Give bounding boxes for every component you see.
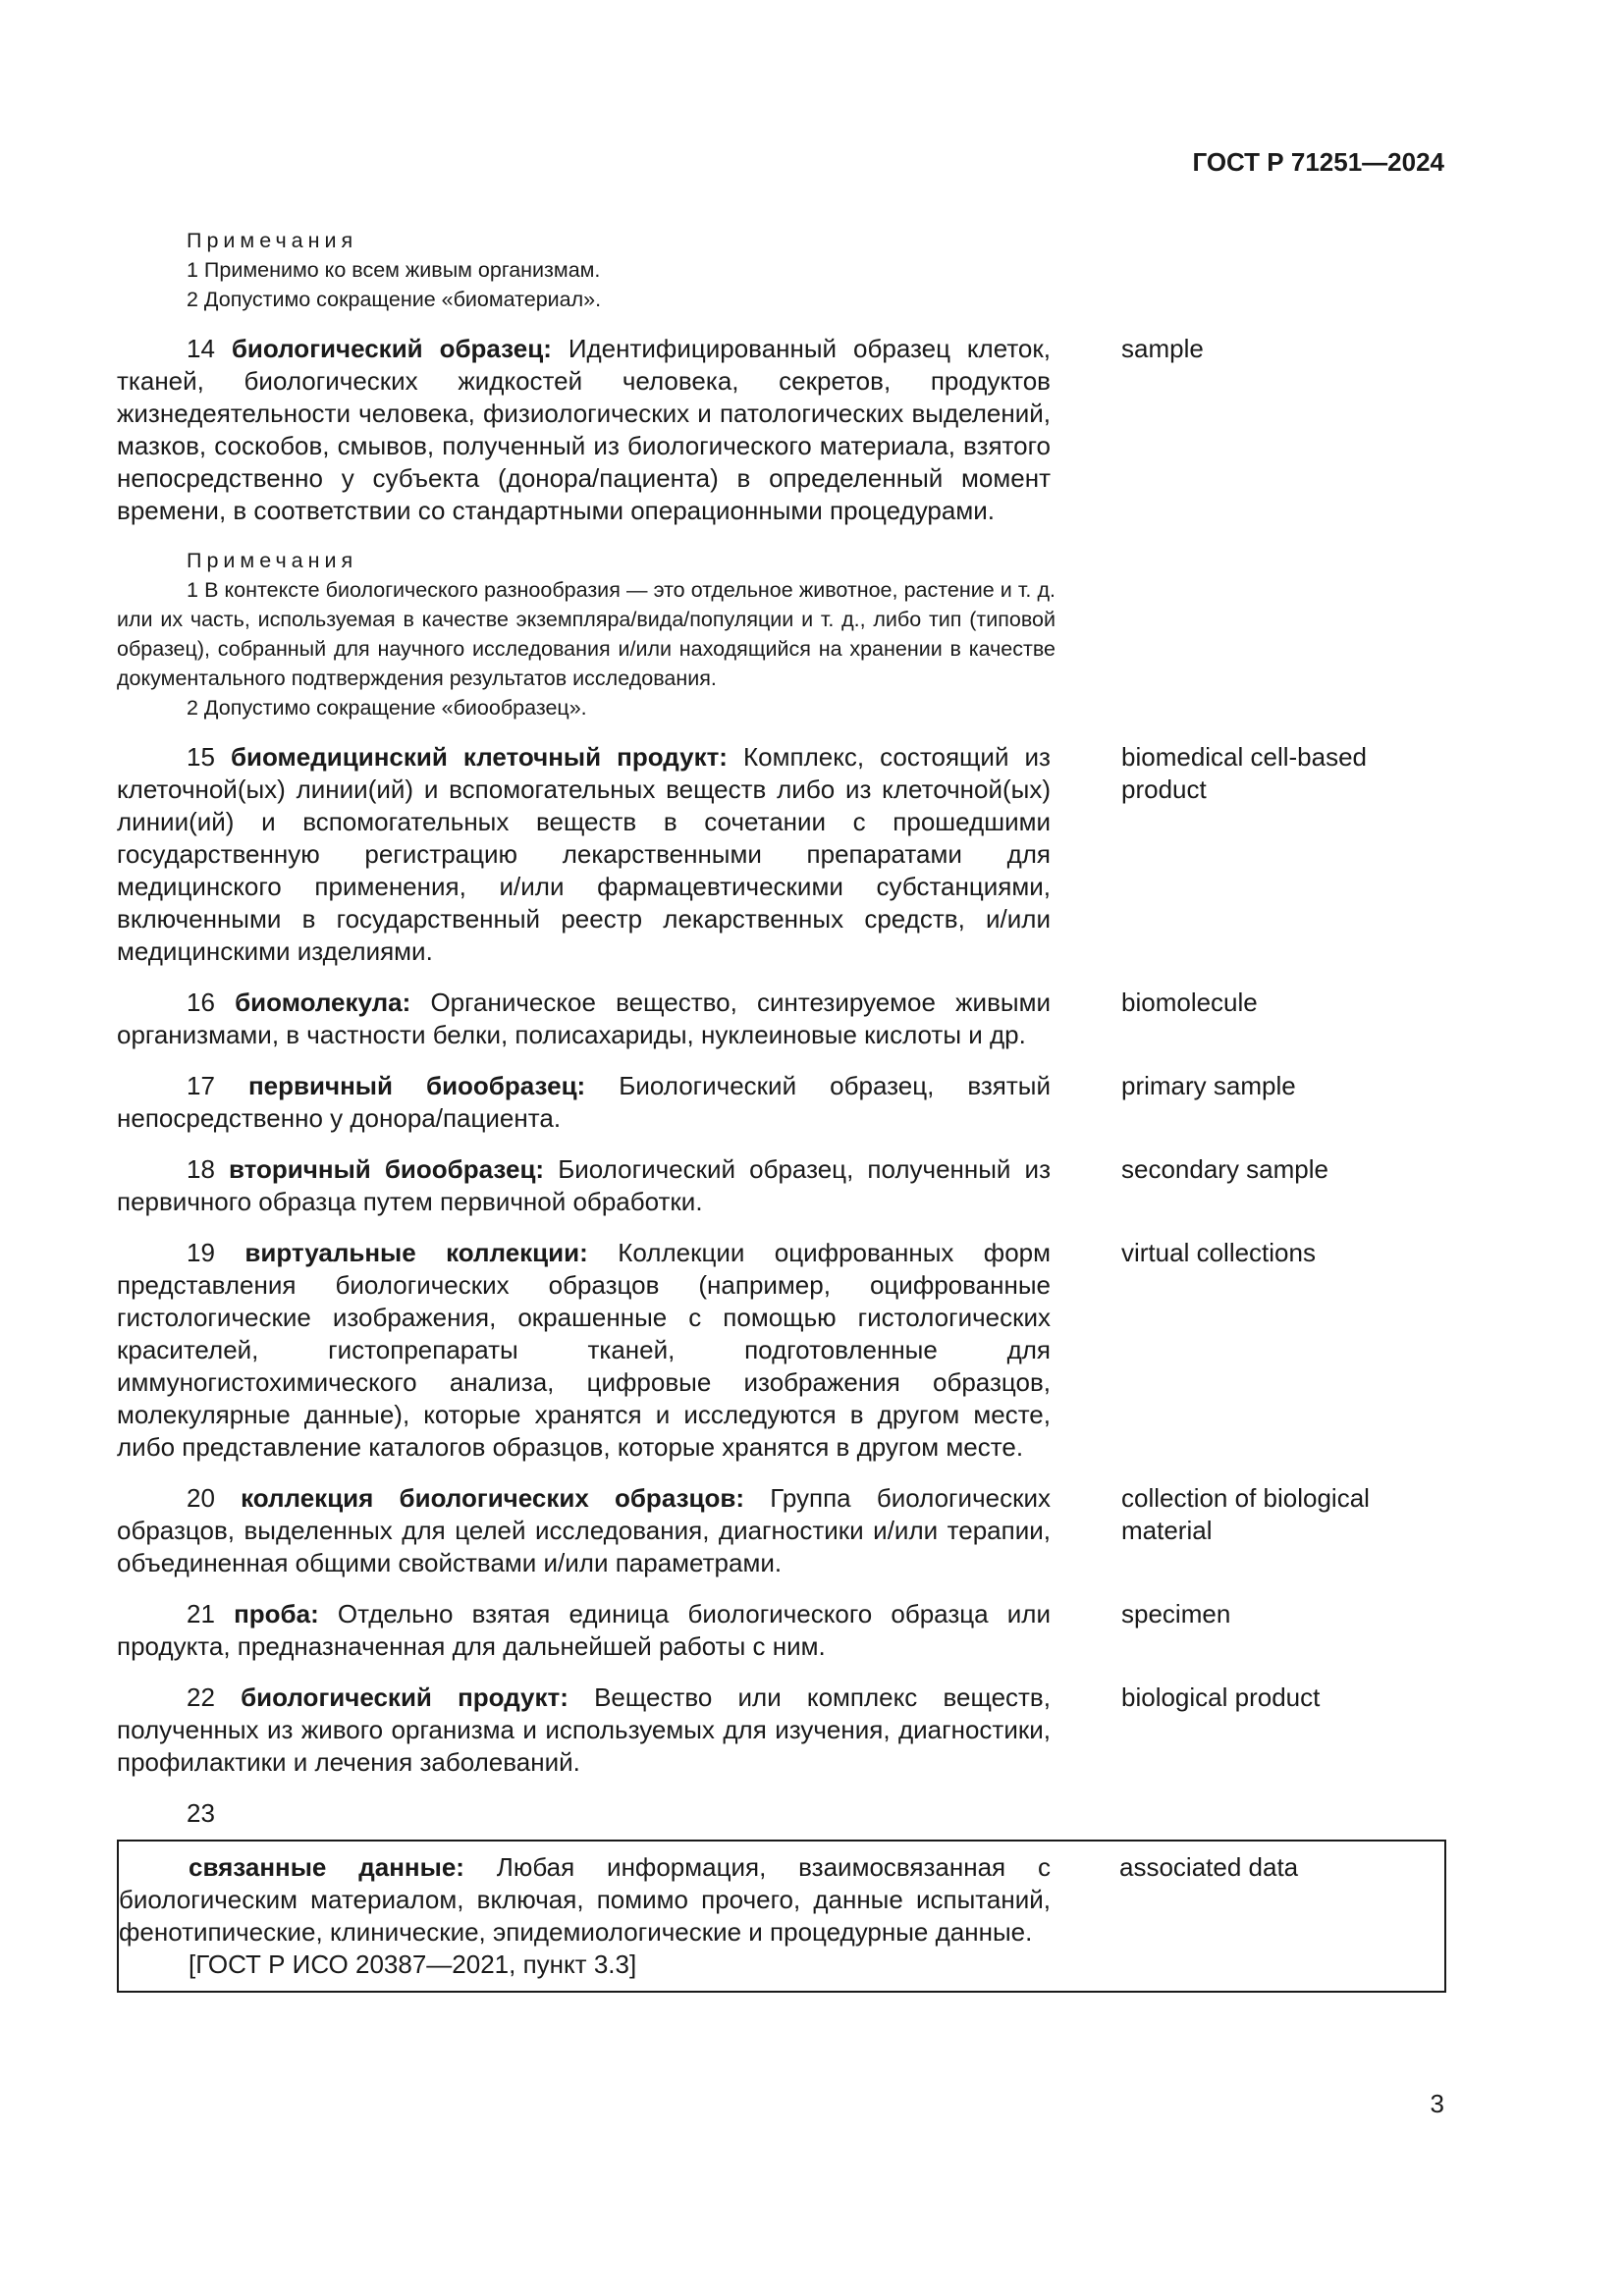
note-heading: Примечания xyxy=(187,229,358,252)
term-definition xyxy=(119,1851,1051,1949)
note-heading: Примечания xyxy=(187,549,358,572)
english-term: biomolecule xyxy=(1121,988,1258,1017)
english-term: specimen xyxy=(1121,1599,1231,1629)
definition-text: Любая информация, взаимосвязанная с биологическим материалом, включая, помимо прочего, данные испытаний, фенотипические, клинические, эпидемиологические и процедурные данные. xyxy=(119,1852,1051,1947)
term-name: коллекция биологических образцов: xyxy=(241,1483,745,1513)
note-paragraph: 2 Допустимо сокращение «биообразец». xyxy=(187,696,587,720)
term-number: 16 xyxy=(187,988,215,1017)
definition-text: Идентифицированный образец клеток, тканей, биологических жидкостей человека, секретов, продуктов жизнедеятельности человека, физиологических и патологических выделений, мазков, соскобов, смывов, полученный из биологического материала, взятого непосредственно у субъекта (донора/пациента) в определенный момент времени, в соответствии со стандартными операционными процедурами. xyxy=(117,334,1051,525)
term-name: связанные данные: xyxy=(189,1852,464,1882)
term-name: вторичный биообразец: xyxy=(229,1154,545,1184)
term-entry-14 xyxy=(117,333,1446,527)
term-entry-21 xyxy=(117,1598,1446,1663)
term-number: 18 xyxy=(187,1154,215,1184)
definition-text: Комплекс, состоящий из клеточной(ых) линии(ий) и вспомогательных веществ либо из клеточной(ых) линии(ий) и вспомогательных веществ в сочетании с прошедшими государственную регистрацию лекарственными препаратами для медицинского применения, и/или фармацевтическими субстанциями, включенными в государственный реестр лекарственных средств, и/или медицинскими изделиями. xyxy=(117,742,1051,966)
term-definition xyxy=(117,1598,1051,1663)
definition-text: Вещество или комплекс веществ, полученных из живого организма и используемых для изучения, диагностики, профилактики и лечения заболеваний. xyxy=(117,1682,1051,1777)
term-definition xyxy=(117,1237,1051,1464)
definition-text: Биологический образец, взятый непосредственно у донора/пациента. xyxy=(117,1071,1051,1133)
term-number-23: 23 xyxy=(187,1798,215,1828)
term-number: 15 xyxy=(187,742,215,772)
note-paragraph: 1 В контексте биологического разнообразия — это отдельное животное, растение и т. д. или их часть, используемая в качестве экземпляра/вида/популяции и т. д., либо тип (типовой образец), собранный для научного исследования и/или находящийся на хранении в качестве документального подтверждения результатов исследования. xyxy=(117,578,1056,690)
term-name: биологический образец: xyxy=(231,334,552,363)
definition-text: Коллекции оцифрованных форм представления биологических образцов (например, оцифрованные гистологические изображения, окрашенные с помощью гистологических красителей, гистопрепараты тканей, подготовленные для иммуногистохимического анализа, цифровые изображения образцов, молекулярные данные), которые хранятся и исследуются в другом месте, либо представление каталогов образцов, которые хранятся в другом месте. xyxy=(117,1238,1051,1462)
definition-text: Органическое вещество, синтезируемое живыми организмами, в частности белки, полисахариды, нуклеиновые кислоты и др. xyxy=(117,988,1051,1049)
term-entry-15 xyxy=(117,741,1446,968)
term-entry-16 xyxy=(117,987,1446,1051)
english-term: secondary sample xyxy=(1121,1154,1328,1184)
term-definition xyxy=(117,1070,1051,1135)
term-entry-17 xyxy=(117,1070,1446,1135)
term-definition xyxy=(117,1153,1051,1218)
term-number: 17 xyxy=(187,1071,215,1100)
term-number: 19 xyxy=(187,1238,215,1267)
definition-text: Биологический образец, полученный из первичного образца путем первичной обработки. xyxy=(117,1154,1051,1216)
term-definition xyxy=(117,741,1051,968)
page-number: 3 xyxy=(1430,2089,1444,2118)
term-name: биомедицинский клеточный продукт: xyxy=(230,742,728,772)
term-name: биологический продукт: xyxy=(241,1682,568,1712)
english-term: associated data xyxy=(1119,1852,1299,1882)
term-name: виртуальные коллекции: xyxy=(244,1238,588,1267)
term-entry-19 xyxy=(117,1237,1446,1464)
note-line: 2 Допустимо сокращение «биоматериал». xyxy=(187,288,602,311)
term-number: 22 xyxy=(187,1682,215,1712)
boxed-term-entry-23 xyxy=(117,1840,1446,1993)
term-number: 14 xyxy=(187,334,215,363)
source-reference: [ГОСТ Р ИСО 20387—2021, пункт 3.3] xyxy=(189,1949,637,1979)
note-line: 1 Применимо ко всем живым организмам. xyxy=(187,258,601,282)
definition-text: Группа биологических образцов, выделенных для целей исследования, диагностики и/или терапии, объединенная общими свойствами и/или параметрами. xyxy=(117,1483,1051,1577)
page-content xyxy=(117,226,1446,1993)
term-name: проба: xyxy=(234,1599,319,1629)
term-definition xyxy=(117,1682,1051,1779)
term-name: биомолекула: xyxy=(235,988,411,1017)
english-term: virtual collections xyxy=(1121,1238,1316,1267)
english-term: biomedical cell-based product xyxy=(1121,742,1368,804)
note-block-2 xyxy=(117,546,1056,722)
term-number: 20 xyxy=(187,1483,215,1513)
definition-text: Отдельно взятая единица биологического образца или продукта, предназначенная для дальнейшей работы с ним. xyxy=(117,1599,1051,1661)
term-number: 21 xyxy=(187,1599,215,1629)
term-name: первичный биообразец: xyxy=(247,1071,586,1100)
term-definition xyxy=(117,1482,1051,1579)
term-entry-23 xyxy=(119,1851,1444,1949)
term-entry-20 xyxy=(117,1482,1446,1579)
english-term: biological product xyxy=(1121,1682,1321,1712)
term-entry-22 xyxy=(117,1682,1446,1779)
english-term: primary sample xyxy=(1121,1071,1296,1100)
term-definition xyxy=(117,987,1051,1051)
note-block-1 xyxy=(117,226,1056,314)
english-term: sample xyxy=(1121,334,1204,363)
document-header: ГОСТ Р 71251—2024 xyxy=(1192,147,1444,177)
english-term: collection of biological material xyxy=(1121,1483,1370,1545)
term-definition xyxy=(117,333,1051,527)
term-entry-18 xyxy=(117,1153,1446,1218)
